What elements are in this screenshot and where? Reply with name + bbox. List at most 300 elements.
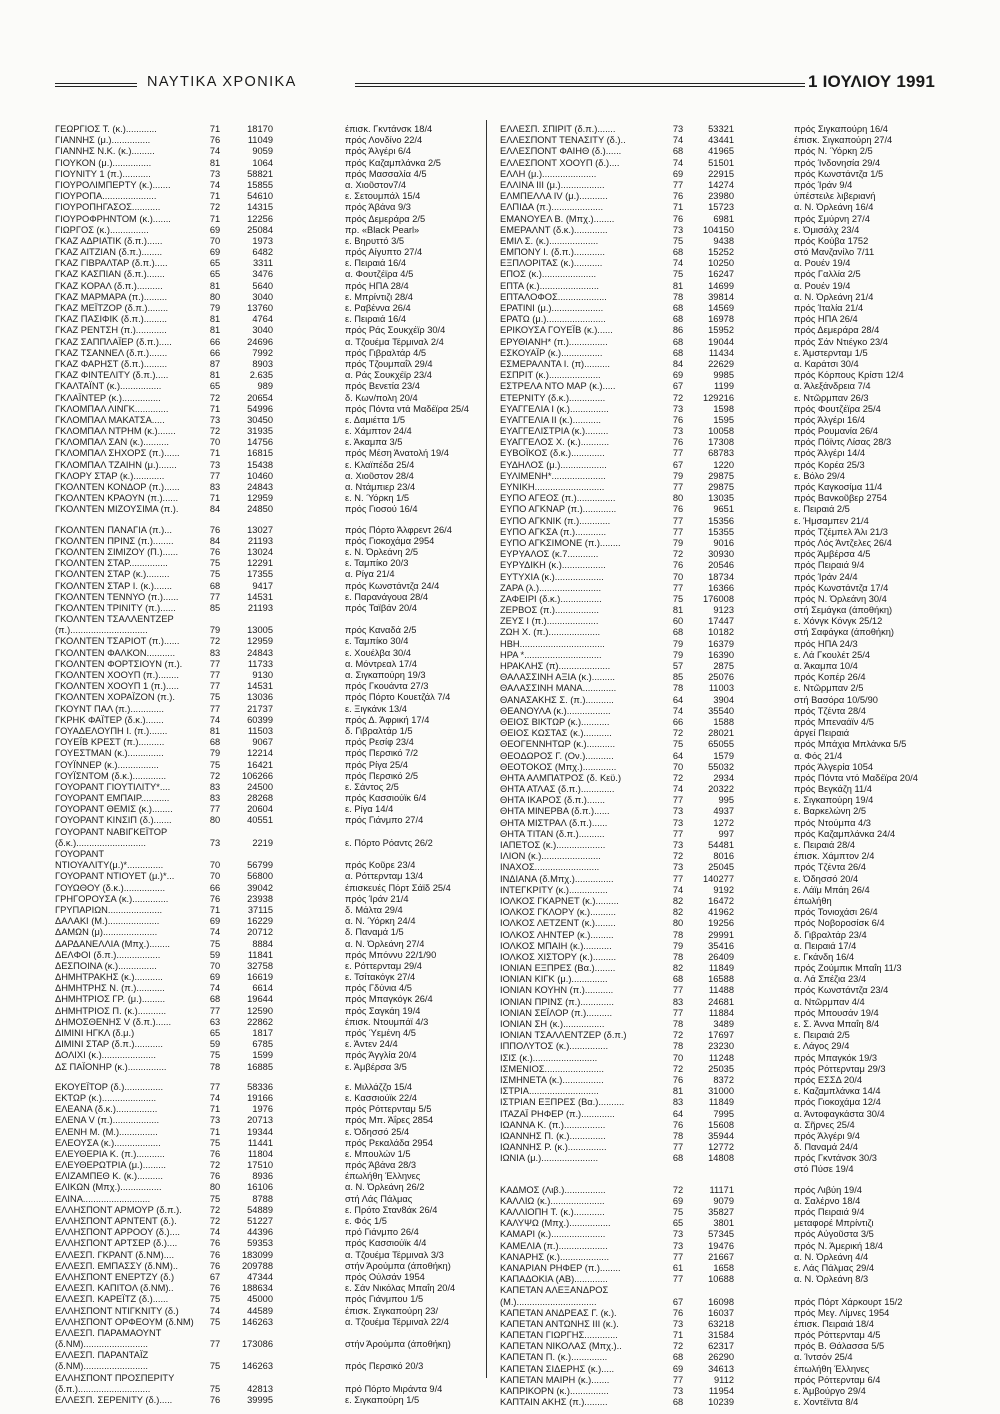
tonnage: 1658 (713, 1262, 734, 1273)
build-year: 68 (209, 994, 221, 1005)
tonnage: 3801 (713, 1218, 734, 1229)
ship-entry-row (500, 605, 940, 616)
build-year: 69 (672, 1195, 684, 1206)
position-remark: πρός Ρίγα 25/4 (345, 759, 408, 770)
build-year: 75 (209, 938, 221, 949)
build-year: 77 (672, 482, 684, 492)
ship-name: ΓΟΥΟΡΑΝΤ ΝΑΒΙΓΚΕΪΤΟΡ (55, 826, 168, 837)
ship-name: ΘΕΙΟΣ ΒΙΚΤΩΡ (κ.)........... (500, 716, 610, 727)
ship-entry-row (500, 314, 940, 325)
ship-entry-row (55, 381, 480, 392)
build-year: 85 (209, 602, 221, 613)
tonnage: 10688 (708, 1274, 734, 1285)
position-remark: πρός Ρόττερνταμ 6/4 (794, 1374, 881, 1385)
tonnage: 13760 (247, 303, 273, 313)
ship-name: ΓΙΑΝΝΗΣ (μ.)............... (55, 135, 151, 146)
position-remark: ε. Βόλο 29/4 (794, 470, 845, 481)
ship-entry-row (55, 1339, 480, 1350)
build-year: 69 (672, 370, 684, 381)
ship-name: ΘΑΛΑΣΣΙΝΗ ΜΑΝΑ............. (500, 683, 617, 694)
tonnage: 15356 (708, 515, 734, 526)
position-remark: ε. Ν. Ύόρκη 1/5 (345, 493, 410, 504)
build-year: 70 (209, 960, 221, 971)
build-year: 77 (209, 1339, 221, 1350)
position-remark: πρός Πόντα ντά Μαδέϊρα 25/4 (345, 403, 469, 414)
ship-name: ΕΛΛΕΣΠΟΝΤ ΤΕΝΑΣΙΤΥ (δ.).. (500, 135, 626, 146)
ship-name: ΕΛΛΕΣΠΟΝΤ ΧΟΟΥΠ (δ.).... (500, 157, 620, 168)
ship-entry-row (55, 493, 480, 504)
ship-entry-row (55, 460, 480, 471)
tonnage: 12291 (247, 558, 273, 569)
position-remark: ε. Λάγος 29/4 (794, 1041, 850, 1052)
ship-name: ΕΥΔΗΛΟΣ (μ.).................. (500, 459, 607, 470)
ship-name: ΕΥΠΟ ΑΓΚΣΙΜΟΝΕ (π.)........ (500, 537, 621, 548)
ship-name: ΔΗΜΗΤΡΗΣ Ν. (π.)........... (55, 983, 165, 994)
ship-name: ΙΣΜΗΝΕΤΑ (κ.)................ (500, 1074, 604, 1085)
ship-entry-row (500, 158, 940, 169)
ship-entry-row (500, 370, 940, 381)
ship-entry-row (55, 191, 480, 202)
ship-entry-row (55, 961, 480, 972)
position-remark: έπισκευές Πόρτ Σάϊδ 25/4 (345, 882, 451, 893)
ship-entry-row (55, 771, 480, 782)
tonnage: 56800 (247, 871, 273, 882)
ship-name: ΓΟΥΩΘΟΥ (δ.κ.)................ (55, 882, 166, 893)
build-year: 76 (209, 893, 221, 904)
ship-entry-row (500, 460, 940, 471)
ship-name: ΓΚΛΟΜΠΑΛ ΛΙΝΓΚ............. (55, 403, 169, 414)
build-year: 78 (672, 1019, 684, 1029)
position-remark: ε. Ντῶρμπαν 26/3 (794, 392, 869, 403)
tonnage: 3489 (713, 1019, 734, 1029)
build-year: 76 (209, 524, 221, 535)
build-year: 60 (672, 616, 684, 627)
ship-entry-row (55, 614, 480, 625)
position-remark: ε. Παρανάγουα 28/4 (345, 591, 429, 602)
ship-entry-row (55, 648, 480, 659)
position-remark: πρός Γαλλία 2/5 (794, 269, 861, 280)
build-year: 71 (209, 448, 221, 459)
ship-name: ΓΚΑΖ ΜΑΡΜΑΡΑ (π.)......... (55, 291, 168, 302)
build-year: 70 (209, 871, 221, 882)
build-year: 72 (672, 1341, 684, 1352)
position-remark: πρός Ρεσίφ 23/4 (345, 737, 414, 748)
tonnage: 25084 (247, 224, 273, 235)
section-gap (500, 1176, 940, 1185)
build-year: 67 (672, 459, 684, 470)
build-year: 79 (672, 940, 684, 951)
tonnage: 39995 (247, 1395, 273, 1405)
position-remark: πρός Μπαγκόγκ 26/4 (345, 994, 433, 1005)
position-remark: πρός ΗΠΑ 28/4 (345, 280, 409, 291)
build-year: 76 (209, 546, 221, 557)
tonnage: 34613 (708, 1363, 734, 1374)
ship-entry-row (55, 1328, 480, 1339)
position-remark: ε. Τσίτακόγκ 27/4 (345, 972, 416, 983)
build-year: 77 (209, 1005, 221, 1016)
ship-entry-row (500, 918, 940, 929)
build-year: 74 (672, 884, 684, 895)
position-remark: δ. Μάλτα 29/4 (345, 904, 403, 915)
build-year: 68 (672, 1153, 684, 1164)
ship-name: ΕΛΛΗΣΠΟΝΤ ΟΡΦΕΟΥΜ (δ.ΝΜ) (55, 1316, 194, 1327)
ship-entry-row (500, 1285, 940, 1296)
ship-name: ΙΟΝΙΑΝ ΤΣΑΛΛΕΝΤΖΕΡ (δ.π.) (500, 1030, 627, 1041)
position-remark: πρός Μπόννυ 22/1/90 (345, 949, 437, 960)
build-year: 79 (209, 625, 221, 636)
ship-name: ΖΕΥΣ Ι (π.).................... (500, 616, 599, 627)
position-remark: πρός Ρόττερνταμ 29/3 (794, 1063, 886, 1074)
tonnage: 54996 (247, 403, 273, 414)
tonnage: 13036 (247, 692, 273, 703)
ship-entry-row (500, 874, 940, 885)
build-year: 72 (672, 851, 684, 862)
build-year: 76 (209, 1283, 221, 1294)
tonnage: 9651 (713, 504, 734, 515)
tonnage: 15438 (247, 459, 273, 470)
ship-entry-row (55, 415, 480, 426)
position-remark: πρός Τζέντα 28/4 (794, 705, 866, 716)
ship-entry-row (500, 1341, 940, 1352)
ship-name: ΕΛΛΗΣΠΟΝΤ ΝΤΙΓΚΝΙΤΥ (δ.) (55, 1305, 179, 1316)
ship-name: ΕΠΟΣ (κ.)..................... (500, 269, 597, 280)
ship-entry-row (55, 437, 480, 448)
position-remark: ε. Χοντέϊντα 8/4 (794, 1397, 859, 1408)
ship-entry-row (500, 415, 940, 426)
tonnage: 13027 (247, 524, 273, 535)
position-remark: πρός Κόρπους Κρίστι 12/4 (794, 370, 904, 381)
tonnage: 11488 (708, 985, 734, 996)
ship-entry-row (500, 1019, 940, 1030)
header-rule-right (355, 83, 805, 87)
position-remark: α. Φός 21/4 (794, 750, 843, 761)
ship-name: ΕΛΕΥΘΕΡΩΤΡΙΑ (μ.)......... (55, 1160, 166, 1171)
build-year: 76 (209, 135, 221, 146)
ship-name: ΓΚΑΖ ΑΙΤΖΙΑΝ (δ.π.)........ (55, 247, 163, 258)
build-year: 74 (672, 157, 684, 168)
ship-name: ΕΛΜΠΕΛΛΑ ΙV (μ.)........... (500, 191, 608, 202)
position-remark: στή Βασόρα 10/5/90 (794, 694, 878, 705)
tonnage: 54889 (247, 1204, 273, 1215)
build-year: 79 (672, 537, 684, 548)
position-remark: ε. Λά Γκουλέτ 25/4 (794, 649, 871, 660)
ship-entry-row (55, 939, 480, 950)
position-remark: πρός Πειραιά 9/4 (794, 1207, 865, 1217)
tonnage: 12256 (247, 213, 273, 224)
ship-entry-row (55, 726, 480, 737)
build-year: 72 (209, 636, 221, 647)
ship-entry-row (500, 404, 940, 415)
build-year: 72 (672, 392, 684, 403)
ship-entry-row (55, 303, 480, 314)
build-year: 77 (209, 1081, 221, 1092)
build-year: 77 (672, 448, 684, 459)
build-year: 72 (672, 1184, 684, 1195)
tonnage: 24843 (247, 482, 273, 492)
ship-entry-row (55, 536, 480, 547)
tonnage: 15952 (708, 325, 734, 336)
ship-entry-row (500, 1097, 940, 1108)
ship-name: ΓΟΥΟΡΑΝΤ ΚΙΝΣΙΠ (δ.)....... (55, 815, 172, 826)
ship-entry-row (500, 337, 940, 348)
tonnage: 19344 (247, 1126, 273, 1137)
ship-name: (π.).............................. (55, 625, 148, 636)
position-remark: πρός Άλγέρι 9/4 (794, 1130, 860, 1141)
ship-name: ΚΑΛΛΙΩ (κ.)..................... (500, 1195, 605, 1206)
position-remark: ε. Χάμπτον 24/4 (345, 426, 412, 437)
ship-entry-row (55, 158, 480, 169)
build-year: 77 (672, 985, 684, 996)
ship-name: ΕΛΛΗΣΠΟΝΤ ΑΡΤΣΕΡ (δ.).... (55, 1238, 178, 1249)
position-remark: πρός Ν. Άμερική 18/4 (794, 1240, 883, 1251)
tonnage: 5640 (252, 280, 273, 291)
position-remark: ε. Χουέλβα 30/4 (345, 647, 411, 658)
ship-entry-row (500, 1297, 940, 1308)
build-year: 71 (209, 124, 221, 134)
position-remark: ε. Σάν Νικόλας Μπαΐη 20/4 (345, 1283, 456, 1294)
ship-name: ΔΙΜΙΝΙ ΗΓΚΛ (δ.μ.) (55, 1028, 135, 1038)
ship-entry-row (55, 426, 480, 437)
page-header (55, 68, 935, 98)
ship-entry-row (500, 527, 940, 538)
position-remark: πρός Ρόττερνταμ 5/5 (345, 1104, 432, 1115)
ship-name: ΕΛΕΑΝΑ (δ.κ.)................ (55, 1104, 158, 1115)
ship-entry-row (55, 1182, 480, 1193)
ship-name: ΓΚΛΟΜΠΑΛ ΝΤΡΗΜ (κ.)....... (55, 426, 176, 437)
build-year: 71 (672, 1330, 684, 1341)
build-year: 80 (209, 291, 221, 302)
position-remark: έπισκ. Πειραιά 18/4 (794, 1318, 874, 1329)
position-remark: α. Ν. Όρλεάνη 26/2 (345, 1182, 425, 1193)
tonnage: 9079 (713, 1195, 734, 1206)
ship-entry-row (55, 1006, 480, 1017)
tonnage: 53321 (708, 124, 734, 134)
ship-entry-row (500, 661, 940, 672)
ship-entry-row (500, 1352, 940, 1363)
position-remark: πρός Ίνδονησία 29/4 (794, 157, 881, 168)
ship-name: ΓΚΡΗΚ ΦΑΪΤΕΡ (δ.κ.)....... (55, 714, 164, 725)
ship-name: ΙΤΑΖΑΪ ΡΗΦΕΡ (π.)............. (500, 1108, 615, 1119)
position-remark: πρός Μπάχια Μπλάνκα 5/5 (794, 739, 907, 750)
ship-entry-row (500, 348, 940, 359)
ship-entry-row (55, 1138, 480, 1149)
build-year: 70 (672, 571, 684, 582)
tonnage: 29991 (708, 929, 734, 940)
ship-name: ΙΟΛΚΟΣ ΧΙΣΤΟΡΥ (κ.)......... (500, 951, 617, 962)
position-remark: ε. Φός 1/5 (345, 1216, 387, 1226)
ship-entry-row (55, 1250, 480, 1261)
position-remark: πρός ΕΣΣΔ 20/4 (794, 1074, 863, 1085)
position-remark: α. Σιγκαπούρη 19/3 (345, 670, 426, 680)
build-year: 78 (672, 291, 684, 302)
ship-name: ΙΟΛΚΟΣ ΛΕΤΖΕΝΤ (κ.)........ (500, 918, 616, 929)
ship-list-column-right (500, 124, 940, 1408)
ship-name: ΕΣΜΕΡΑΛΝΤΑ Ι. (π).......... (500, 358, 610, 369)
tonnage: 9112 (714, 1374, 734, 1385)
ship-name: ΚΑΠΕΤΑΝ Π. (κ.).............. (500, 1352, 608, 1363)
ship-name: ΔΑΛΑΚΙ (Μ.).................... (55, 916, 160, 927)
position-remark: ε. Ταμπίκο 30/4 (345, 636, 409, 647)
tonnage: 14531 (247, 681, 273, 692)
tonnage: 22862 (247, 1016, 273, 1027)
ship-name: ΙΩΝΙΑ (μ.)...................... (500, 1153, 599, 1164)
ship-name: ΓΚΟΛΝΤΕΝ ΣΙΜΙΖΟΥ (Π.)...... (55, 546, 179, 557)
tonnage: 59353 (247, 1238, 273, 1249)
ship-name: ΕΛΛΕΣΠ. ΣΕΡΕΝΙΤΥ (δ.)..... (55, 1395, 173, 1405)
ship-entry-row (500, 773, 940, 784)
ship-entry-row (55, 269, 480, 280)
tonnage: 23938 (247, 893, 273, 904)
ship-name: (δ.π.)............................ (55, 1383, 151, 1394)
ship-name: ΚΑΠΕΤΑΝ ΜΑΙΡΗ (κ.)....... (500, 1374, 610, 1385)
ship-name: ΓΚΟΛΝΤΕΝ ΚΟΝΔΟΡ (π.)...... (55, 482, 180, 492)
ship-entry-row (55, 1238, 480, 1249)
ship-entry-row (500, 292, 940, 303)
position-remark: στή Σεμάγκα (άποθήκη) (794, 605, 893, 616)
ship-entry-row (500, 1075, 940, 1086)
position-remark: έπωλήθη Έλληνες (345, 1171, 421, 1182)
build-year: 81 (672, 1086, 684, 1097)
tonnage: 20604 (247, 804, 273, 815)
tonnage: 9192 (713, 884, 734, 895)
ship-name: ΓΟΥΕΪΒ ΚΡΕΣΤ (π.).......... (55, 737, 165, 748)
ship-name: ΗΡΑΚΛΗΣ (π).................... (500, 661, 611, 671)
ship-name: ΕΥΑΓΓΕΛΙΑ Ι (κ.)............... (500, 403, 609, 414)
ship-entry-row (55, 1171, 480, 1182)
build-year: 77 (672, 873, 684, 884)
tonnage: 2219 (252, 837, 273, 848)
build-year: 66 (209, 347, 221, 358)
ship-name: ΕΡΙΚΟΥΣΑ ΓΟΥΕΪΒ (κ.)...... (500, 325, 613, 336)
build-year: 77 (672, 515, 684, 526)
tonnage: 104150 (702, 224, 734, 235)
build-year: 80 (209, 815, 221, 826)
ship-entry-row (500, 1030, 940, 1041)
build-year: 70 (209, 860, 221, 871)
ship-name: ΕΛΛΕΣΠ. ΣΠΙΡΙΤ (δ.π.)....... (500, 124, 616, 134)
tonnage: 11171 (709, 1184, 734, 1195)
ship-name: ΕΛΛΕΣΠ. ΓΚΡΑΝΤ (δ.ΝΜ).... (55, 1249, 175, 1260)
build-year: 75 (672, 1207, 684, 1217)
ship-entry-row (500, 1274, 940, 1285)
tonnage: 24696 (247, 336, 273, 347)
tonnage: 9985 (713, 370, 734, 381)
ship-entry-row (500, 1086, 940, 1097)
ship-entry-row (55, 1395, 480, 1406)
tonnage: 35540 (708, 705, 734, 716)
ship-name: ΙΠΠΟΛΥΤΟΣ (κ.)............... (500, 1041, 609, 1052)
ship-entry-row (55, 1350, 480, 1361)
tonnage: 146263 (241, 1361, 273, 1372)
ship-name: ΓΚΑΖ ΠΑΣΙΦΙΚ (δ.π.)......... (55, 314, 168, 325)
tonnage: 10460 (247, 470, 273, 481)
ship-name: ΔΕΣΠΟΙΝΑ (κ.)............... (55, 960, 157, 971)
ship-entry-row (500, 930, 940, 941)
tonnage: 188634 (241, 1283, 273, 1294)
ship-entry-row (55, 1093, 480, 1104)
build-year: 75 (209, 1361, 221, 1372)
ship-entry-row (500, 493, 940, 504)
ship-name: ΓΚΟΛΝΤΕΝ ΧΟΟΥΠ (π.)........ (55, 670, 179, 680)
tonnage: 21667 (708, 1251, 734, 1262)
tonnage: 17355 (247, 569, 273, 580)
tonnage: 997 (718, 828, 734, 839)
position-remark: ε. Βηρυττό 3/5 (345, 235, 405, 246)
ship-name: ΕΛΙΖΑΜΠΕΘ Κ. (κ.).......... (55, 1171, 163, 1182)
ship-name: ΔΗΜΗΤΡΙΟΣ ΓΡ. (μ.)......... (55, 994, 166, 1005)
build-year: 75 (209, 692, 221, 703)
tonnage: 20546 (708, 560, 734, 571)
ship-entry-row (55, 124, 480, 135)
build-year: 77 (672, 1374, 684, 1385)
ship-name: ΕΛΛΕΣΠ. ΚΑΡΕΪΤΖ (δ.)...... (55, 1294, 169, 1305)
tonnage: 1817 (252, 1028, 273, 1038)
ship-name: ΔΑΜΩΝ (μ)..................... (55, 927, 158, 938)
tonnage: 28021 (708, 728, 734, 739)
tonnage: 106266 (241, 770, 273, 781)
build-year: 73 (672, 1240, 684, 1251)
position-remark: πρός Πειραιά 9/4 (794, 560, 865, 571)
build-year: 79 (209, 748, 221, 759)
tonnage: 40551 (247, 815, 273, 826)
tonnage: 209788 (241, 1260, 273, 1271)
position-remark: πρός Κοῦρε 23/4 (345, 860, 416, 871)
ship-name: ΓΙΩΡΓΟΣ (κ.)............... (55, 224, 149, 235)
build-year: 75 (209, 1316, 221, 1327)
ship-name: ΘΗΤΑ ΤΙΤΑΝ (δ.π.).......... (500, 828, 605, 839)
build-year: 71 (209, 191, 221, 202)
position-remark: πρός Κασσιούϊκ 6/4 (345, 793, 427, 804)
ship-entry-row (500, 1308, 940, 1319)
ship-entry-row (500, 985, 940, 996)
build-year: 61 (672, 1262, 684, 1273)
position-remark: ε. Άμβούργο 29/4 (794, 1386, 866, 1396)
ship-name: ΚΑΜΕΛΙΑ (π.)................... (500, 1240, 608, 1251)
ship-entry-row (500, 627, 940, 638)
position-remark: α. Σῆρνες 25/4 (794, 1119, 855, 1130)
build-year: 73 (672, 806, 684, 817)
position-remark: πρός ΗΠΑ 24/3 (794, 638, 858, 649)
tonnage: 25045 (708, 862, 734, 873)
position-remark: πρός Κωνστάντζα 17/4 (794, 582, 889, 593)
ship-name: ΓΙΟΥΡΟΠΗΓΑΣΟΣ........... (55, 202, 161, 213)
position-remark: πρός Μπουσάν 19/4 (794, 1007, 879, 1018)
build-year: 67 (209, 1271, 221, 1282)
ship-entry-row (500, 258, 940, 269)
position-remark: α. Ν. Όρλεάνη 21/4 (794, 291, 874, 302)
ship-name: ΓΟΥΕΣΤΜΑΝ (κ.).............. (55, 748, 164, 759)
ship-entry-row (500, 1319, 940, 1330)
position-remark: πρός Άλγέρι 16/4 (794, 414, 866, 425)
build-year: 73 (209, 1115, 221, 1126)
ship-name: ΙΟΛΚΟΣ ΛΗΝΤΕΡ (κ.)......... (500, 929, 614, 940)
build-year: 64 (672, 694, 684, 705)
ship-name: ΓΚΟΛΝΤΕΝ ΧΟΟΥΠ 1 (π.)..... (55, 681, 179, 692)
tonnage: 41965 (708, 146, 734, 157)
ship-entry-row (500, 124, 940, 135)
position-remark: πρός Μεγ. Λίμνες 1954 (794, 1307, 890, 1318)
build-year: 72 (672, 1030, 684, 1041)
ship-entry-row (500, 896, 940, 907)
position-remark: ε. Ραβέννα 26/4 (345, 303, 411, 313)
ship-name: ΓΙΟΥΡΟΦΡΗΝΤΟΜ (κ.)....... (55, 213, 171, 224)
build-year: 72 (209, 1216, 221, 1226)
build-year: 71 (209, 493, 221, 504)
ship-entry-row (500, 806, 940, 817)
position-remark: πρός Καναδά 2/5 (345, 625, 417, 636)
tonnage: 8903 (252, 358, 273, 369)
ship-name: ΓΚΛΟΜΠΑΛ ΣΑΝ (κ.).......... (55, 437, 170, 448)
